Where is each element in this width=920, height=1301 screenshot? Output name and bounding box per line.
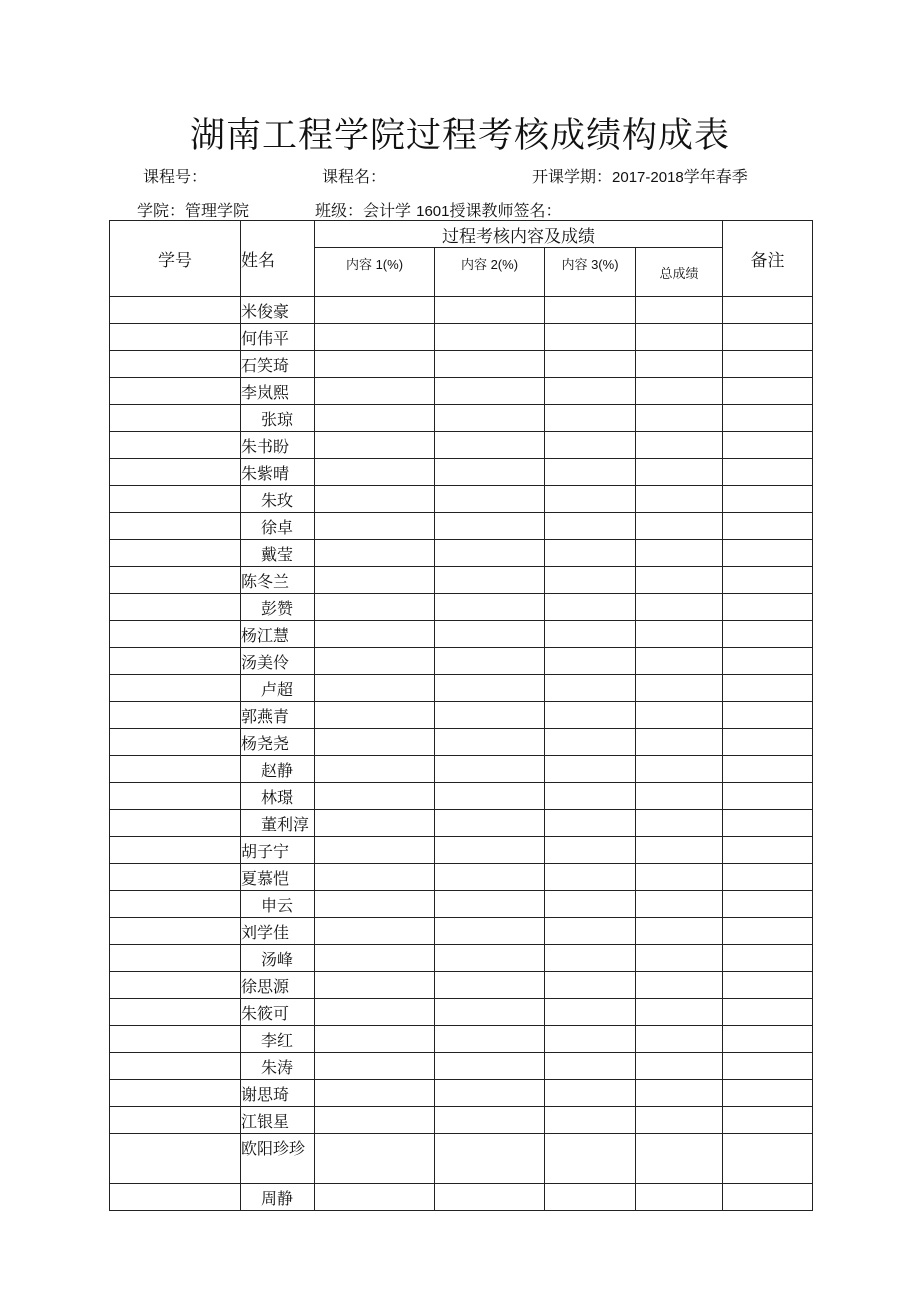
content3-cell [545,1080,636,1107]
student-name-cell: 杨尧尧 [241,729,315,756]
content1-cell [315,405,435,432]
remarks-cell [723,351,813,378]
remarks-cell [723,594,813,621]
student-name-cell: 汤峰 [241,945,315,972]
total-score-cell [636,594,723,621]
content3-cell [545,702,636,729]
remarks-cell [723,1107,813,1134]
student-id-cell [110,594,241,621]
table-row [110,540,813,567]
total-score-cell [636,1080,723,1107]
table-row [110,1134,813,1184]
remarks-cell [723,540,813,567]
content1-cell [315,918,435,945]
content1-cell [315,1080,435,1107]
student-name-cell: 欧阳珍珍 [241,1134,315,1184]
total-score-cell [636,783,723,810]
remarks-cell [723,891,813,918]
content1-header: 内容 1(%) [315,248,435,297]
student-name-cell: 江银星 [241,1107,315,1134]
class-number: 1601 [416,203,450,220]
total-score-cell [636,540,723,567]
table-row [110,513,813,540]
content2-cell [435,405,545,432]
remarks-cell [723,459,813,486]
student-id-cell [110,1026,241,1053]
content3-cell [545,540,636,567]
student-id-cell [110,999,241,1026]
table-row [110,783,813,810]
term-label: 开课学期： [532,167,613,186]
content3-cell [545,1026,636,1053]
table-row [110,864,813,891]
content3-cell [545,594,636,621]
content3-cell [545,432,636,459]
content2-cell [435,891,545,918]
remarks-cell [723,945,813,972]
remarks-cell [723,432,813,459]
content3-cell [545,513,636,540]
content2-cell [435,783,545,810]
remarks-cell [723,1134,813,1184]
content2-cell [435,837,545,864]
student-id-cell [110,945,241,972]
student-id-cell [110,810,241,837]
remarks-cell [723,810,813,837]
content2-cell [435,675,545,702]
student-id-cell [110,1184,241,1211]
content1-cell [315,891,435,918]
total-score-cell [636,756,723,783]
student-id-cell [110,567,241,594]
content1-cell [315,810,435,837]
content3-cell [545,756,636,783]
total-score-cell [636,324,723,351]
content2-cell [435,486,545,513]
content2-cell [435,567,545,594]
content2-cell [435,1107,545,1134]
total-score-cell [636,405,723,432]
content2-header: 内容 2(%) [435,248,545,297]
table-row [110,1184,813,1211]
table-row [110,1026,813,1053]
class-label: 班级：会计学 [315,201,412,220]
student-id-cell [110,540,241,567]
content2-cell [435,1080,545,1107]
content1-cell [315,297,435,324]
course-name-label: 课程名： [322,167,387,186]
page-title: 湖南工程学院过程考核成绩构成表 [189,116,730,156]
remarks-cell [723,1184,813,1211]
student-id-cell [110,648,241,675]
content3-cell [545,972,636,999]
student-id-cell [110,513,241,540]
student-name-cell: 李红 [241,1026,315,1053]
student-id-cell [110,1107,241,1134]
content1-cell [315,675,435,702]
student-id-cell [110,783,241,810]
content1-cell [315,783,435,810]
content2-cell [435,918,545,945]
college-label: 学院：管理学院 [137,201,250,220]
content2-cell [435,972,545,999]
student-name-cell: 石笑琦 [241,351,315,378]
student-id-header: 学号 [110,221,241,297]
content1-cell [315,756,435,783]
content3-cell [545,837,636,864]
content2-cell [435,756,545,783]
content3-cell [545,405,636,432]
content3-cell [545,459,636,486]
table-row [110,324,813,351]
content3-cell [545,810,636,837]
total-score-cell [636,999,723,1026]
table-row [110,837,813,864]
table-row [110,891,813,918]
student-name-cell: 谢思琦 [241,1080,315,1107]
student-name-cell: 汤美伶 [241,648,315,675]
content3-cell [545,864,636,891]
remarks-cell [723,972,813,999]
student-name-cell: 卢超 [241,675,315,702]
student-name-cell: 彭赞 [241,594,315,621]
content2-cell [435,702,545,729]
remarks-cell [723,675,813,702]
content1-cell [315,513,435,540]
content1-cell [315,1134,435,1184]
remarks-cell [723,324,813,351]
content3-cell [545,783,636,810]
remarks-cell [723,513,813,540]
student-name-cell: 朱玫 [241,486,315,513]
content3-cell [545,1134,636,1184]
table-row [110,486,813,513]
student-id-cell [110,675,241,702]
table-row [110,729,813,756]
table-row [110,945,813,972]
content1-cell [315,1053,435,1080]
content1-cell [315,540,435,567]
content2-cell [435,378,545,405]
term-suffix: 学年春季 [683,167,748,186]
total-score-cell [636,945,723,972]
total-score-cell [636,378,723,405]
content1-cell [315,729,435,756]
content3-cell [545,378,636,405]
student-id-cell [110,459,241,486]
total-score-cell [636,297,723,324]
student-name-cell: 朱书盼 [241,432,315,459]
content2-cell [435,594,545,621]
content2-cell [435,648,545,675]
student-name-cell: 徐卓 [241,513,315,540]
student-name-cell: 郭燕青 [241,702,315,729]
content2-cell [435,351,545,378]
content2-cell [435,513,545,540]
remarks-cell [723,378,813,405]
name-header: 姓名 [241,221,315,297]
remarks-cell [723,1080,813,1107]
term-info [532,164,748,187]
student-id-cell [110,432,241,459]
table-row [110,432,813,459]
student-name-cell: 夏慕恺 [241,864,315,891]
student-id-cell [110,1080,241,1107]
content1-cell [315,1184,435,1211]
remarks-cell [723,756,813,783]
student-name-cell: 朱涛 [241,1053,315,1080]
student-name-cell: 刘学佳 [241,918,315,945]
student-id-cell [110,972,241,999]
content2-cell [435,729,545,756]
table-row [110,297,813,324]
content1-cell [315,621,435,648]
table-row [110,378,813,405]
student-id-cell [110,1053,241,1080]
content1-cell [315,945,435,972]
total-score-cell [636,1184,723,1211]
table-row [110,621,813,648]
total-score-cell [636,891,723,918]
student-id-cell [110,378,241,405]
content3-cell [545,945,636,972]
total-score-cell [636,675,723,702]
table-row [110,351,813,378]
total-score-cell [636,486,723,513]
student-name-cell: 米俊豪 [241,297,315,324]
content1-cell [315,999,435,1026]
table-row [110,999,813,1026]
content2-cell [435,999,545,1026]
remarks-cell [723,999,813,1026]
content2-cell [435,459,545,486]
student-id-cell [110,891,241,918]
remarks-header: 备注 [723,221,813,297]
content3-cell [545,918,636,945]
content3-cell [545,1053,636,1080]
remarks-cell [723,405,813,432]
table-row [110,810,813,837]
content2-cell [435,621,545,648]
student-id-cell [110,1134,241,1184]
table-row [110,1053,813,1080]
term-value: 2017-2018 [612,169,684,186]
content3-cell [545,648,636,675]
content1-cell [315,459,435,486]
total-score-cell [636,432,723,459]
content3-cell [545,675,636,702]
student-name-cell: 陈冬兰 [241,567,315,594]
remarks-cell [723,918,813,945]
student-name-cell: 徐思源 [241,972,315,999]
content2-cell [435,945,545,972]
student-name-cell: 李岚熙 [241,378,315,405]
total-score-cell [636,729,723,756]
remarks-cell [723,297,813,324]
remarks-cell [723,621,813,648]
content3-cell [545,729,636,756]
content1-cell [315,567,435,594]
remarks-cell [723,864,813,891]
content3-cell [545,621,636,648]
content1-cell [315,432,435,459]
content2-cell [435,1134,545,1184]
total-score-cell [636,621,723,648]
content2-cell [435,1053,545,1080]
student-id-cell [110,864,241,891]
content3-cell [545,999,636,1026]
class-info [315,198,562,221]
table-row [110,972,813,999]
table-row [110,756,813,783]
content2-cell [435,297,545,324]
content2-cell [435,864,545,891]
student-id-cell [110,918,241,945]
student-name-cell: 何伟平 [241,324,315,351]
remarks-cell [723,648,813,675]
table-row [110,1107,813,1134]
total-score-cell [636,702,723,729]
total-score-cell [636,1026,723,1053]
process-assessment-header: 过程考核内容及成绩 [315,221,723,248]
student-name-cell: 赵静 [241,756,315,783]
content1-cell [315,594,435,621]
content1-cell [315,486,435,513]
remarks-cell [723,486,813,513]
total-score-cell [636,459,723,486]
student-name-cell: 朱筱可 [241,999,315,1026]
total-score-cell [636,351,723,378]
remarks-cell [723,702,813,729]
total-score-cell [636,810,723,837]
content1-cell [315,864,435,891]
teacher-sign-label: 授课教师签名： [449,201,562,220]
content2-cell [435,432,545,459]
content3-header: 内容 3(%) [545,248,636,297]
student-id-cell [110,486,241,513]
total-score-cell [636,837,723,864]
total-score-cell [636,513,723,540]
student-id-cell [110,756,241,783]
student-id-cell [110,729,241,756]
remarks-cell [723,783,813,810]
student-name-cell: 戴莹 [241,540,315,567]
table-row [110,675,813,702]
student-id-cell [110,702,241,729]
student-name-cell: 杨江慧 [241,621,315,648]
remarks-cell [723,1026,813,1053]
table-row [110,594,813,621]
student-name-cell: 张琼 [241,405,315,432]
content1-cell [315,351,435,378]
table-row [110,702,813,729]
table-row [110,459,813,486]
course-number-label: 课程号： [143,167,208,186]
total-score-cell [636,864,723,891]
student-id-cell [110,405,241,432]
remarks-cell [723,1053,813,1080]
content1-cell [315,702,435,729]
student-name-cell: 林璟 [241,783,315,810]
content3-cell [545,324,636,351]
student-id-cell [110,324,241,351]
total-score-cell [636,567,723,594]
student-name-cell: 董利淳 [241,810,315,837]
total-score-cell [636,918,723,945]
student-name-cell: 胡子宁 [241,837,315,864]
content3-cell [545,297,636,324]
content1-cell [315,837,435,864]
content2-cell [435,540,545,567]
table-row [110,405,813,432]
student-name-cell: 申云 [241,891,315,918]
total-score-cell [636,648,723,675]
content3-cell [545,567,636,594]
total-score-header: 总成绩 [636,248,723,297]
content3-cell [545,1107,636,1134]
content2-cell [435,1026,545,1053]
table-row [110,567,813,594]
grade-table [109,220,813,1211]
student-name-cell: 周静 [241,1184,315,1211]
content1-cell [315,1026,435,1053]
content2-cell [435,1184,545,1211]
table-row [110,1080,813,1107]
content3-cell [545,891,636,918]
content1-cell [315,324,435,351]
content3-cell [545,351,636,378]
content2-cell [435,324,545,351]
total-score-cell [636,1134,723,1184]
table-row [110,648,813,675]
content2-cell [435,810,545,837]
content1-cell [315,648,435,675]
student-rows [110,297,813,1211]
remarks-cell [723,837,813,864]
content1-cell [315,1107,435,1134]
student-name-cell: 朱紫晴 [241,459,315,486]
student-id-cell [110,621,241,648]
remarks-cell [723,729,813,756]
total-score-cell [636,972,723,999]
table-row [110,918,813,945]
total-score-cell [636,1107,723,1134]
total-score-cell [636,1053,723,1080]
content3-cell [545,1184,636,1211]
student-id-cell [110,837,241,864]
content1-cell [315,378,435,405]
content1-cell [315,972,435,999]
student-id-cell [110,351,241,378]
remarks-cell [723,567,813,594]
content3-cell [545,486,636,513]
student-id-cell [110,297,241,324]
